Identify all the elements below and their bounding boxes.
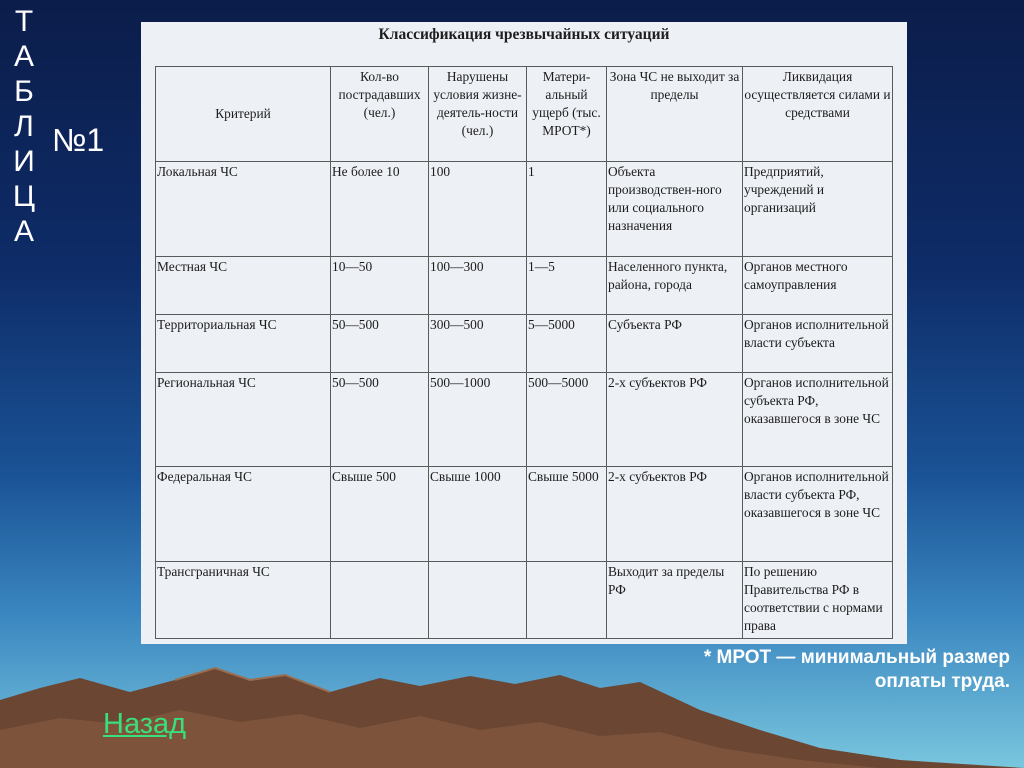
cell-liquidation: Органов исполнительной власти субъекта	[743, 315, 893, 373]
table-row	[156, 315, 893, 373]
cell-living-conditions: Свыше 1000	[429, 467, 527, 562]
cell-material-damage: Свыше 5000	[527, 467, 607, 562]
cell-zone: 2-х субъектов РФ	[607, 467, 743, 562]
footnote-mrot: * МРОТ — минимальный размер оплаты труда.	[703, 647, 1010, 692]
cell-liquidation: Предприятий, учреждений и организаций	[743, 162, 893, 257]
title-letter: А	[13, 40, 34, 73]
table-row	[156, 562, 893, 639]
cell-zone: Объекта производствен-ного или социального назначения	[607, 162, 743, 257]
document-title: Классификация чрезвычайных ситуаций	[378, 26, 670, 43]
cell-living-conditions: 300—500	[429, 315, 527, 373]
cell-criterion: Региональная ЧС	[156, 373, 331, 467]
cell-criterion: Территориальная ЧС	[156, 315, 331, 373]
title-letter: Т	[14, 5, 34, 38]
title-letter: Ц	[12, 180, 36, 213]
header-zone: Зона ЧС не выходит за пределы	[607, 67, 743, 162]
cell-criterion: Федеральная ЧС	[156, 467, 331, 562]
header-criterion: Критерий	[156, 67, 331, 162]
cell-criterion: Местная ЧС	[156, 257, 331, 315]
cell-living-conditions: 100	[429, 162, 527, 257]
cell-living-conditions	[429, 562, 527, 639]
cell-zone: 2-х субъектов РФ	[607, 373, 743, 467]
table-header-row	[156, 67, 893, 162]
title-letter: А	[13, 215, 34, 248]
table-number: №1	[52, 122, 105, 158]
cell-living-conditions: 100—300	[429, 257, 527, 315]
document-image	[141, 22, 907, 644]
cell-victims: 10—50	[331, 257, 429, 315]
title-letter: Б	[14, 75, 34, 108]
cell-victims	[331, 562, 429, 639]
title-letter: Л	[14, 110, 34, 143]
vertical-title	[10, 4, 38, 249]
cell-zone: Субъекта РФ	[607, 315, 743, 373]
cell-liquidation: Органов местного самоуправления	[743, 257, 893, 315]
cell-victims: 50—500	[331, 373, 429, 467]
cell-zone: Населенного пункта, района, города	[607, 257, 743, 315]
cell-liquidation: По решению Правительства РФ в соответствии с нормами права	[743, 562, 893, 639]
cell-criterion: Локальная ЧС	[156, 162, 331, 257]
back-link[interactable]: Назад	[103, 708, 187, 740]
cell-living-conditions: 500—1000	[429, 373, 527, 467]
classification-table	[155, 66, 893, 639]
header-victims: Кол-во пострадавших (чел.)	[331, 67, 429, 162]
header-material-damage: Матери-альный ущерб (тыс. МРОТ*)	[527, 67, 607, 162]
cell-victims: 50—500	[331, 315, 429, 373]
cell-victims: Свыше 500	[331, 467, 429, 562]
cell-victims: Не более 10	[331, 162, 429, 257]
table-row	[156, 467, 893, 562]
cell-zone: Выходит за пределы РФ	[607, 562, 743, 639]
cell-material-damage: 5—5000	[527, 315, 607, 373]
cell-material-damage: 1	[527, 162, 607, 257]
cell-criterion: Трансграничная ЧС	[156, 562, 331, 639]
cell-liquidation: Органов исполнительной власти субъекта РФ, оказавшегося в зоне ЧС	[743, 467, 893, 562]
cell-material-damage: 1—5	[527, 257, 607, 315]
header-living-conditions: Нарушены условия жизне-деятель-ности (чел.)	[429, 67, 527, 162]
cell-material-damage	[527, 562, 607, 639]
header-liquidation: Ликвидация осуществляется силами и средствами	[743, 67, 893, 162]
cell-material-damage: 500—5000	[527, 373, 607, 467]
cell-liquidation: Органов исполнительной субъекта РФ, оказавшегося в зоне ЧС	[743, 373, 893, 467]
title-letter: И	[13, 145, 35, 178]
table-row	[156, 257, 893, 315]
table-row	[156, 162, 893, 257]
table-row	[156, 373, 893, 467]
